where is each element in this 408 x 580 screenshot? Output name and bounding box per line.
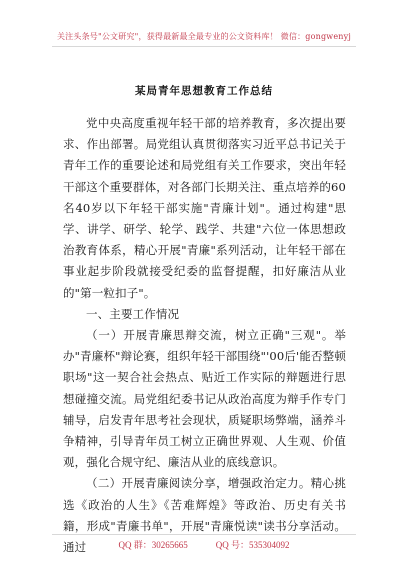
body-paragraph: （二）开展青廉阅读分享，增强政治定力。精心挑选《政治的人生》《苦难辉煌》等政治、历史有关书籍，形成"青廉书单"，开展"青廉悦读"读书分享活动。通过 bbox=[63, 476, 346, 555]
body-paragraph: （一）开展青廉思辩交流，树立正确"三观"。举办"青廉杯"辩论赛，组织年轻干部围绕"'00后'能否整顿职场"这一契合社会热点、贴近工作实际的辩题进行思想碰撞交流。局党组纪委书记从政治高度为辩手作专门辅导，启发青年思考社会现状，质疑职场弊端，涵养斗争精神，引导青年员工树立正确世界观、人生观、价值观，强化合规守纪、廉洁从业的底线意识。 bbox=[63, 328, 346, 470]
header-divider bbox=[52, 46, 356, 47]
section-heading: 一、主要工作情况 bbox=[86, 306, 180, 321]
header-promo-text: 关注头条号"公文研究"，获得最新最全最专业的公文资料库！ 微信：gongwenyj bbox=[56, 32, 352, 41]
footer-divider bbox=[52, 534, 356, 535]
footer-contact bbox=[0, 538, 408, 551]
document-body bbox=[63, 113, 346, 558]
footer-qq-group: QQ 群：30265665 bbox=[118, 540, 188, 550]
footer-qq-number: QQ 号：535304092 bbox=[215, 540, 290, 550]
document-title: 某局青年思想教育工作总结 bbox=[135, 85, 273, 97]
intro-paragraph: 党中央高度重视年轻干部的培养教育，多次提出要求、作出部署。局党组认真贯彻落实习近平总书记关于青年工作的重要论述和局党组有关工作要求，突出年轻干部这个重要群体，对各部门长期关注、重点培养的60名40岁以下年轻干部实施"青廉计划"。通过构建"思学、讲学、研学、轮学、践学、共建"六位一体思想政治教育体系，精心开展"青廉"系列活动，让年轻干部在事业起步阶段就接受纪委的监督提醒，扣好廉洁从业的"第一粒扣子"。 bbox=[63, 116, 346, 300]
